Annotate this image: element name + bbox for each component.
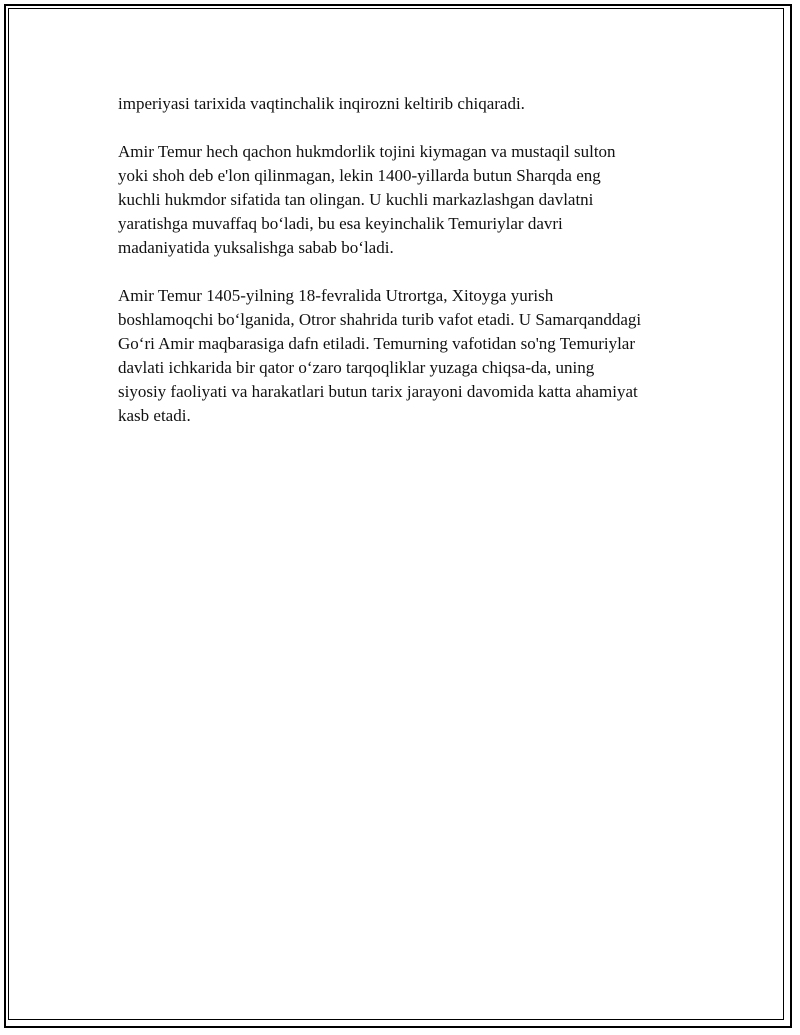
paragraph-3 — [118, 284, 698, 428]
text-line: yaratishga muvaffaq bo‘ladi, bu esa keyinchalik Temuriylar davri — [118, 214, 563, 233]
paragraph-1 — [118, 92, 698, 116]
text-line: siyosiy faoliyati va harakatlari butun tarix jarayoni davomida katta ahamiyat — [118, 382, 638, 401]
paragraph-2 — [118, 140, 698, 260]
text-line: madaniyatida yuksalishga sabab bo‘ladi. — [118, 238, 394, 257]
text-line: davlati ichkarida bir qator o‘zaro tarqoqliklar yuzaga chiqsa-da, uning — [118, 358, 595, 377]
text-line: Amir Temur hech qachon hukmdorlik tojini kiymagan va mustaqil sulton — [118, 142, 616, 161]
document-body — [118, 92, 698, 428]
text-line: kuchli hukmdor sifatida tan olingan. U kuchli markazlashgan davlatni — [118, 190, 594, 209]
text-line: yoki shoh deb e'lon qilinmagan, lekin 1400-yillarda butun Sharqda eng — [118, 166, 601, 185]
paragraph-spacer — [118, 116, 698, 140]
paragraph-spacer — [118, 260, 698, 284]
text-line: boshlamoqchi bo‘lganida, Otror shahrida turib vafot etadi. U Samarqanddagi — [118, 310, 642, 329]
text-line: kasb etadi. — [118, 406, 191, 425]
text-line: imperiyasi tarixida vaqtinchalik inqirozni keltirib chiqaradi. — [118, 94, 525, 113]
text-line: Go‘ri Amir maqbarasiga dafn etiladi. Temurning vafotidan so'ng Temuriylar — [118, 334, 636, 353]
text-line: Amir Temur 1405-yilning 18-fevralida Utrortga, Xitoyga yurish — [118, 286, 554, 305]
